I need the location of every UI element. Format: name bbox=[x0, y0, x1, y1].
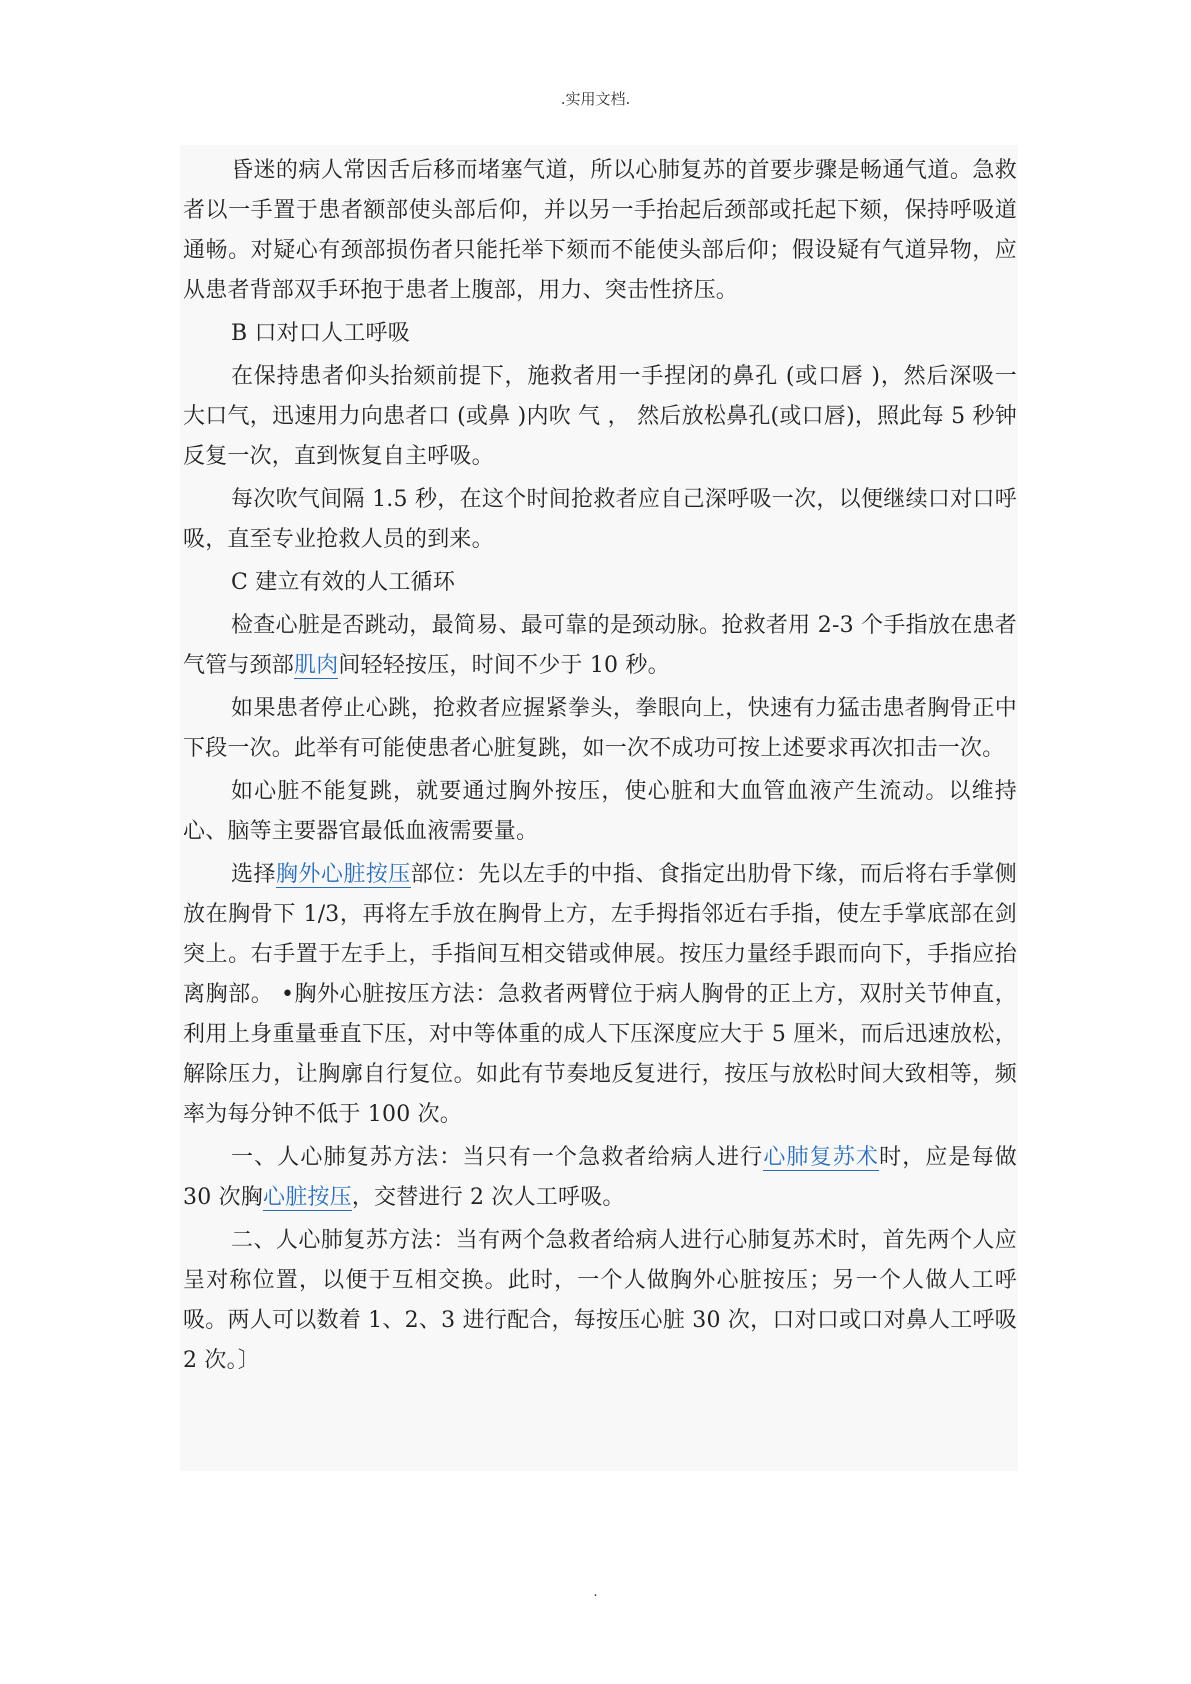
link-cpr[interactable]: 心肺复苏术 bbox=[763, 1145, 880, 1170]
paragraph-mouth-to-mouth: 在保持患者仰头抬颏前提下，施救者用一手捏闭的鼻孔 (或口唇 )，然后深吸一大口气，迅速用力向患者口 (或鼻 )内吹 气 ， 然后放松鼻孔(或口唇)，照此每 5 秒钟反复一次，直到恢复自主呼吸。 bbox=[183, 364, 1017, 469]
link-chest-compression[interactable]: 胸外心脏按压 bbox=[275, 862, 411, 887]
paragraph-breath-interval: 每次吹气间隔 1.5 秒，在这个时间抢救者应自己深呼吸一次，以便继续口对口呼吸，直至专业抢救人员的到来。 bbox=[183, 487, 1017, 552]
section-heading-c: C 建立有效的人工循环 bbox=[231, 570, 456, 595]
paragraph-two-rescuers: 二、人心肺复苏方法：当有两个急救者给病人进行心肺复苏术时，首先两个人应呈对称位置，以便于互相交换。此时，一个人做胸外心脏按压；另一个人做人工呼吸。两人可以数着 1、2、3 进行配合，每按压心脏 30 次，口对口或口对鼻人工呼吸 2 次。〕 bbox=[183, 1228, 1017, 1373]
paragraph-text: 时，应是每做 30 次胸 bbox=[183, 1145, 1017, 1210]
page-header: .实用文档. bbox=[560, 90, 631, 108]
paragraph-text: 选择 bbox=[231, 862, 276, 887]
paragraph-airway: 昏迷的病人常因舌后移而堵塞气道，所以心肺复苏的首要步骤是畅通气道。急救者以一手置于患者额部使头部后仰，并以另一手抬起后颈部或托起下颏，保持呼吸道通畅。对疑心有颈部损伤者只能托举下颏而不能使头部后仰；假设疑有气道异物，应从患者背部双手环抱于患者上腹部，用力、突击性挤压。 bbox=[183, 158, 1017, 303]
paragraph-precordial-thump: 如果患者停止心跳，抢救者应握紧拳头，拳眼向上，快速有力猛击患者胸骨正中下段一次。此举有可能使患者心脏复跳，如一次不成功可按上述要求再次扣击一次。 bbox=[183, 696, 1017, 761]
section-heading-b: B 口对口人工呼吸 bbox=[231, 321, 410, 346]
document-body bbox=[180, 145, 1018, 1471]
paragraph-check-pulse bbox=[183, 606, 1017, 686]
paragraph-single-rescuer bbox=[183, 1138, 1017, 1218]
paragraph-compression-position bbox=[183, 855, 1017, 1135]
paragraph-chest-compression-purpose: 如心脏不能复跳，就要通过胸外按压，使心脏和大血管血液产生流动。以维持心、脑等主要器官最低血液需要量。 bbox=[183, 779, 1017, 844]
link-muscle[interactable]: 肌肉 bbox=[294, 653, 339, 678]
page-footer: . bbox=[593, 1584, 598, 1600]
paragraph-text: 部位：先以左手的中指、食指定出肋骨下缘，而后将右手掌侧放在胸骨下 1/3，再将左手放在胸骨上方，左手拇指邻近右手指，使左手掌底部在剑突上。右手置于左手上，手指间互相交错或伸展。按压力量经手跟而向下，手指应抬离胸部。 •胸外心脏按压方法：急救者两臂位于病人胸骨的正上方，双肘关节伸直，利用上身重量垂直下压，对中等体重的成人下压深度应大于 5 厘米，而后迅速放松，解除压力，让胸廓自行复位。如此有节奏地反复进行，按压与放松时间大致相等，频率为每分钟不低于 100 次。 bbox=[183, 862, 1018, 1127]
paragraph-text: 一、人心肺复苏方法：当只有一个急救者给病人进行 bbox=[231, 1145, 764, 1170]
paragraph-text: 间轻轻按压，时间不少于 10 秒。 bbox=[338, 653, 670, 678]
link-heart-compression[interactable]: 心脏按压 bbox=[263, 1185, 352, 1210]
paragraph-text: ，交替进行 2 次人工呼吸。 bbox=[351, 1185, 625, 1210]
paragraph-text: 检查心脏是否跳动，最简易、最可靠的是颈动脉。抢救者用 2-3 个手指放在患者气管与颈部 bbox=[183, 613, 1017, 678]
